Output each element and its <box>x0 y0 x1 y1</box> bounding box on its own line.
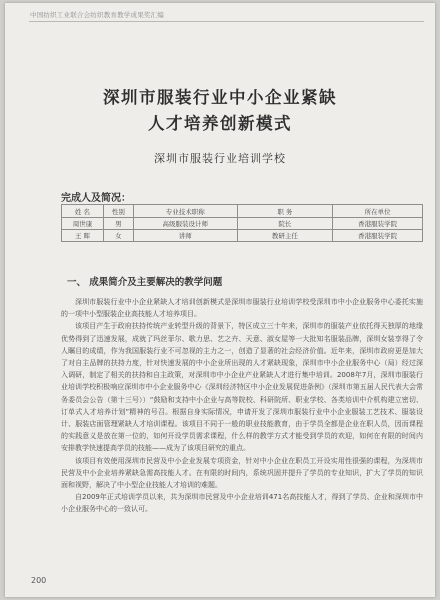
table-cell: 女 <box>103 230 133 242</box>
table-cell: 周世康 <box>62 218 104 230</box>
table-header-cell: 专业技术职称 <box>133 205 237 218</box>
running-header: 中国纺织工业联合会纺织教育教学成果奖汇编 <box>30 11 164 19</box>
page-number: 200 <box>31 576 47 585</box>
table-row <box>62 230 423 242</box>
table-cell: 院长 <box>237 218 333 230</box>
table-header-cell: 性别 <box>103 205 133 218</box>
title-line-1: 深圳市服装行业中小企业紧缺 <box>103 88 337 107</box>
paragraph: 该项目有效使用深圳市民营及中小企业发展专项资金，针对中小企业在职员工开设实用性很强的课程，为深圳市民营及中小企业培养紧缺急需高技能人才。在有限的时间内，系统巩固并提升了学员的专业知识，扩大了学员的知识面和视野，解决了中小型企业技能人才培训的难题。 <box>61 456 423 490</box>
table-cell: 讲师 <box>133 230 237 242</box>
contributors-table <box>61 204 423 242</box>
table-header-cell: 所在单位 <box>333 205 423 218</box>
table-row <box>62 218 423 230</box>
table-cell: 男 <box>103 218 133 230</box>
table-cell: 高级服装设计师 <box>133 218 237 230</box>
paragraph: 深圳市服装行业中小企业紧缺人才培训创新模式是深圳市服装行业培训学校受深圳市中小企业服务中心委托实施的一项中小型服装企业高技能人才培养项目。 <box>61 298 423 319</box>
table-cell: 香港服装学院 <box>333 218 423 230</box>
table-header-cell: 姓 名 <box>62 205 104 218</box>
table-header-row <box>62 205 423 218</box>
paragraph: 自2009年正式培训学员以来，共为深圳市民营及中小企业培训471名高技能人才，得到了学员、企业和深圳市中小企业服务中心的一致认可。 <box>61 493 423 514</box>
subtitle: 深圳市服装行业培训学校 <box>154 152 286 165</box>
table-cell: 教研主任 <box>237 230 333 242</box>
title-line-2: 人才培养创新模式 <box>148 114 292 133</box>
document-page <box>5 3 435 597</box>
contributors-label: 完成人及简况： <box>61 193 131 204</box>
paragraph: 该项目产生于政府扶持传统产业转型升级的背景下，特区成立三十年来，深圳市的服装产业依托得天独厚的地缘优势得到了迅速发展，成就了玛丝菲尔、歌力思、艺之卉、天意、淑女屋等一大批知名服装品牌，深圳女装享得了令人瞩目的成绩，作为我国服装行业不可忽视的主力之一，创造了显著的社会经济价值。近年来，深圳市政府更是加大了对自主品牌的扶持力度，针对快速发展的中小企业所出现的人才紧缺现象，深圳市中小企业服务中心（局）经过深入调研，制定了相关的扶持和自主政策，对深圳市中小企业产业紧缺人才进行集中培训。2008年7月，深圳市服装行业培训学校积极响应深圳市中小企业服务中心《深圳经济特区中小企业发展促进条例》（深圳市第五届人民代表大会常务委员会公告（第十三号））“鼓励和支持中小企业与高等院校、科研院所、职业学校、各类培训中介机构建立密切、订单式人才培养计划”精神的号召。根据自身实际情况，申请开发了深圳市服装行业中小企业服装工艺技术、服装设计、服装店面管理紧缺人才培训课程。该项目不同于一般的职业技能教育，由于学员全都是企业在职人员，因而课程的实践意义是放在第一位的，如何开设学员需求课程，什么样的教学方式才能受到学员的欢迎，如何在有限的时间内安排教学快速提高学员的技能——成为了该项目研究的重点。 <box>61 322 423 453</box>
table-cell: 香港服装学院 <box>333 230 423 242</box>
table-cell: 王 晖 <box>62 230 104 242</box>
table-header-cell: 职 务 <box>237 205 333 218</box>
body-text <box>61 296 423 516</box>
section-heading: 一、 成果简介及主要解决的教学问题 <box>67 277 223 288</box>
header-rule <box>29 21 424 22</box>
